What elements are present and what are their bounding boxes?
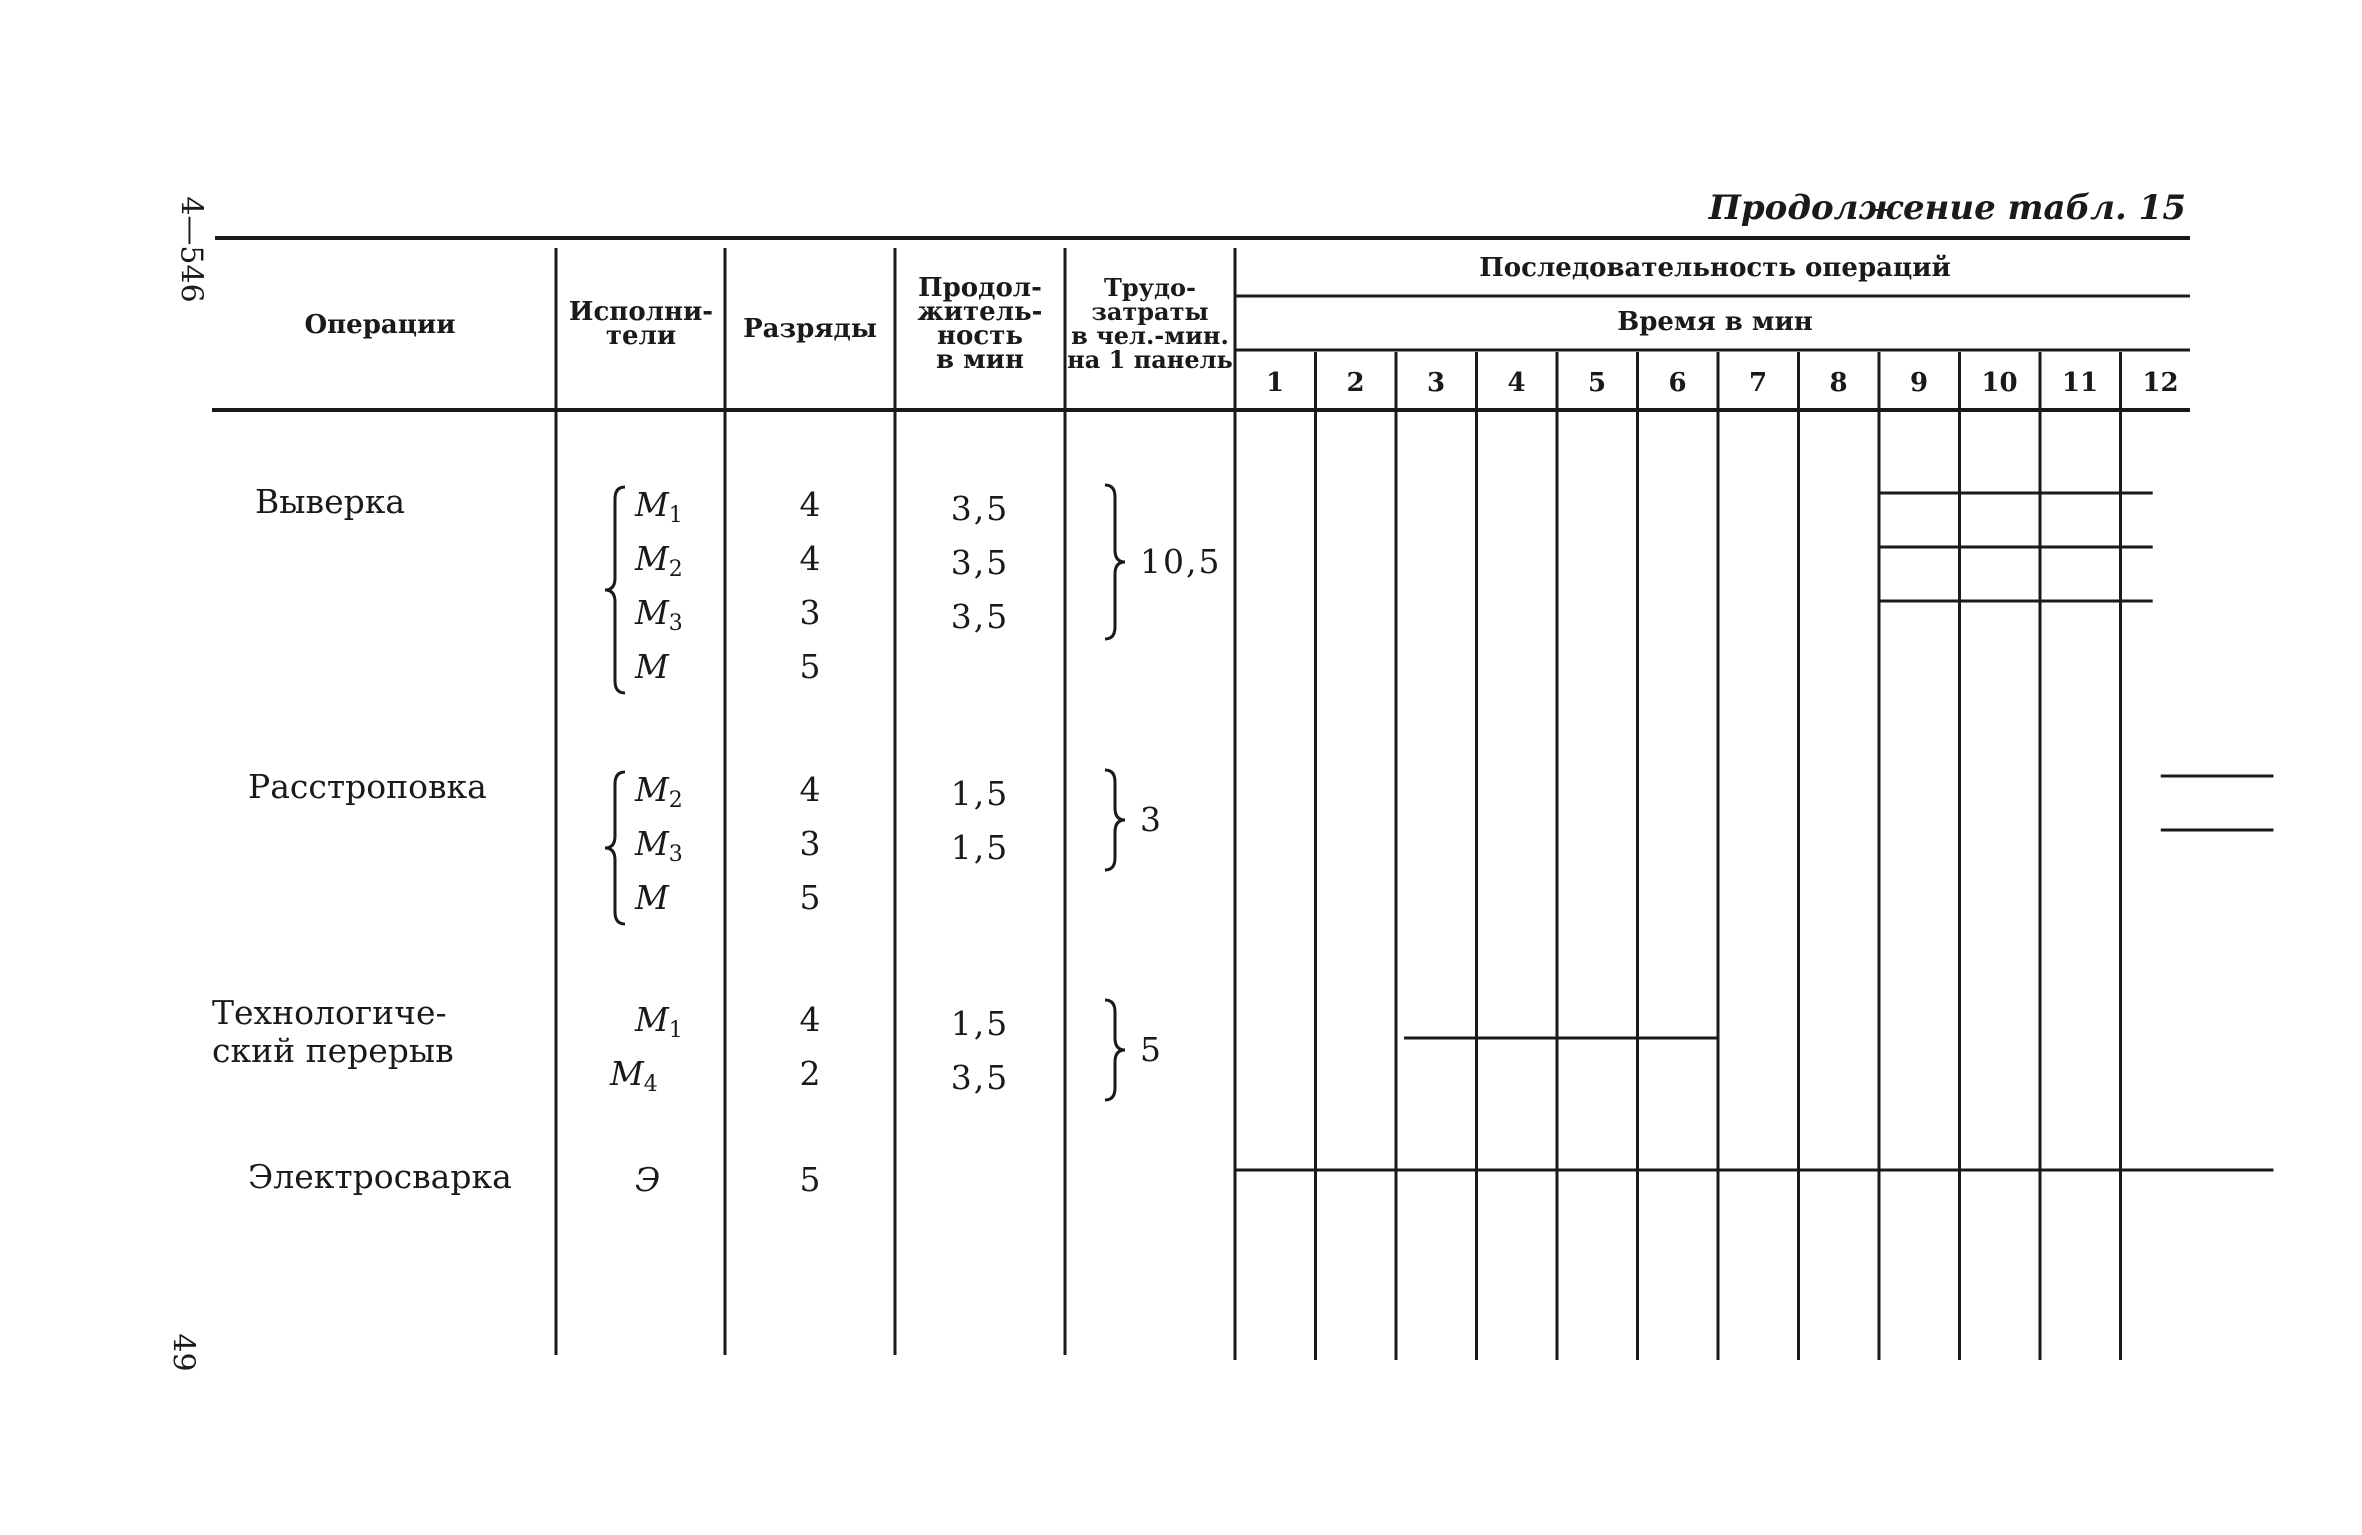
header-time: Время в мин bbox=[1617, 307, 1813, 337]
performer-letter: М bbox=[635, 539, 669, 578]
performer-letter: М bbox=[635, 485, 669, 524]
time-tick-5: 5 bbox=[1587, 368, 1607, 398]
grade-value: 4 bbox=[799, 485, 821, 524]
performer bbox=[635, 1160, 715, 1199]
performer bbox=[635, 824, 715, 867]
performer-letter: М bbox=[635, 647, 669, 686]
performer-letter: Э bbox=[635, 1160, 661, 1199]
operation-name: Расстроповка bbox=[248, 767, 487, 806]
table-caption: Продолжение табл. 15 bbox=[1708, 188, 2186, 228]
grade-value: 3 bbox=[799, 824, 821, 863]
time-tick-7: 7 bbox=[1748, 368, 1768, 398]
duration-value: 3,5 bbox=[950, 489, 1010, 528]
time-tick-4: 4 bbox=[1507, 368, 1526, 398]
time-tick-2: 2 bbox=[1346, 368, 1365, 398]
performer-index: 1 bbox=[668, 1018, 683, 1043]
performer-index: 2 bbox=[668, 788, 683, 813]
grade-value: 5 bbox=[799, 878, 821, 917]
header-operations: Операции bbox=[304, 310, 456, 340]
header-duration: Продол- житель- ность в мин bbox=[917, 273, 1043, 375]
time-tick-1: 1 bbox=[1265, 368, 1285, 398]
operation-name: Выверка bbox=[255, 482, 406, 521]
labor-value: 10,5 bbox=[1140, 542, 1222, 581]
performer bbox=[635, 647, 715, 686]
performer-letter: М bbox=[635, 824, 669, 863]
performer-index: 4 bbox=[643, 1072, 658, 1097]
operation-name: Электросварка bbox=[248, 1157, 512, 1196]
page-code-label: 4—546 bbox=[173, 196, 209, 303]
time-tick-6: 6 bbox=[1668, 368, 1687, 398]
grade-value: 4 bbox=[799, 770, 821, 809]
header-grades: Разряды bbox=[743, 314, 877, 344]
grade-value: 5 bbox=[799, 647, 821, 686]
performer-index: 3 bbox=[668, 611, 683, 636]
grade-value: 4 bbox=[799, 1000, 821, 1039]
grade-value: 5 bbox=[799, 1160, 821, 1199]
performer bbox=[610, 1054, 690, 1097]
performer bbox=[635, 1000, 715, 1043]
time-tick-3: 3 bbox=[1426, 368, 1446, 398]
performer bbox=[635, 593, 715, 636]
labor-brace bbox=[1105, 770, 1125, 870]
operation-name: Технологиче- ский перерыв bbox=[212, 993, 454, 1070]
header-performers: Исполни- тели bbox=[568, 297, 714, 351]
labor-brace bbox=[1105, 485, 1125, 639]
performer-index: 1 bbox=[668, 503, 683, 528]
labor-value: 5 bbox=[1140, 1030, 1163, 1069]
duration-value: 1,5 bbox=[950, 774, 1010, 813]
labor-value: 3 bbox=[1140, 800, 1163, 839]
grade-value: 4 bbox=[799, 539, 821, 578]
performer-letter: М bbox=[635, 878, 669, 917]
page-number: 49 bbox=[165, 1333, 201, 1372]
header-sequence: Последовательность операций bbox=[1479, 253, 1951, 283]
duration-value: 1,5 bbox=[950, 828, 1010, 867]
performer-letter: М bbox=[635, 770, 669, 809]
duration-value: 3,5 bbox=[950, 1058, 1010, 1097]
grade-value: 3 bbox=[799, 593, 821, 632]
performer-index: 3 bbox=[668, 842, 683, 867]
performer bbox=[635, 539, 715, 582]
performer-letter: М bbox=[635, 1000, 669, 1039]
performer-letter: М bbox=[635, 593, 669, 632]
performer bbox=[635, 878, 715, 917]
time-tick-9: 9 bbox=[1909, 368, 1929, 398]
time-tick-12: 12 bbox=[2142, 368, 2179, 398]
time-tick-11: 11 bbox=[2061, 368, 2099, 398]
time-tick-10: 10 bbox=[1981, 368, 2018, 398]
duration-value: 3,5 bbox=[950, 543, 1010, 582]
time-tick-8: 8 bbox=[1829, 368, 1848, 398]
performer-brace bbox=[605, 772, 625, 924]
labor-brace bbox=[1105, 1000, 1125, 1100]
performer-brace bbox=[605, 487, 625, 693]
duration-value: 3,5 bbox=[950, 597, 1010, 636]
header-labor: Трудо- затраты в чел.-мин. на 1 панель bbox=[1067, 273, 1233, 374]
duration-value: 1,5 bbox=[950, 1004, 1010, 1043]
performer-letter: М bbox=[610, 1054, 644, 1093]
performer-index: 2 bbox=[668, 557, 683, 582]
grade-value: 2 bbox=[799, 1054, 821, 1093]
performer bbox=[635, 770, 715, 813]
performer bbox=[635, 485, 715, 528]
